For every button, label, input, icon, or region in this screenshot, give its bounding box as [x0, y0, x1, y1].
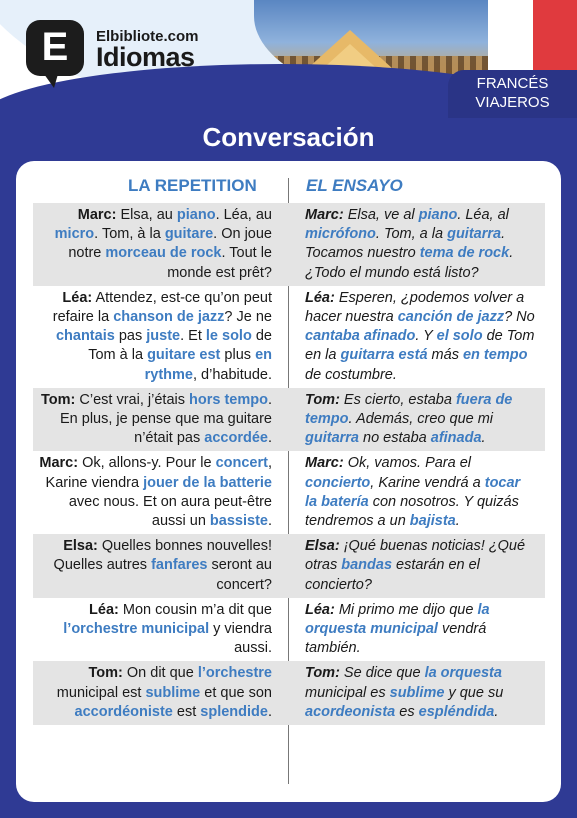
- vocab-term: micro: [54, 226, 95, 243]
- dialogue-text: ¡Qué buenas noticias! ¿Qué otras: [305, 538, 526, 574]
- dialogue-row: [33, 661, 545, 725]
- brand-name: Idiomas: [96, 42, 195, 72]
- french-line: [33, 661, 288, 725]
- speaker-name: Léa:: [62, 289, 93, 306]
- vocab-term: micrófono: [305, 226, 376, 243]
- dialogue-text: Se dice que: [339, 665, 425, 682]
- vocab-term: chanson de jazz: [113, 309, 225, 326]
- dialogue-text: pas: [114, 328, 147, 345]
- dialogue-row: [33, 203, 545, 286]
- spanish-line: [288, 534, 545, 598]
- brand-site: Elbibliote.com: [96, 28, 199, 45]
- dialogue-text: .: [267, 513, 272, 530]
- french-line: [33, 286, 288, 388]
- vocab-term: la orquesta: [424, 665, 502, 682]
- speaker-name: Léa:: [89, 601, 119, 618]
- vocab-term: l’orchestre municipal: [63, 621, 210, 638]
- dialogue-text: municipal est: [56, 684, 146, 701]
- vocab-term: sublime: [145, 684, 201, 701]
- dialogue-text: avec nous. Et on aura peut-être aussi un: [68, 493, 272, 530]
- speaker-name: Elsa:: [305, 538, 340, 555]
- header: [0, 0, 577, 118]
- french-line: [33, 388, 288, 452]
- speaker-name: Léa:: [305, 289, 335, 306]
- vocab-term: l’orchestre: [197, 665, 272, 682]
- dialogue-text: estarán en el concierto?: [305, 557, 480, 593]
- vocab-term: jouer de la batterie: [143, 474, 272, 491]
- vocab-term: en rythme: [144, 347, 272, 383]
- vocab-term: guitare est: [147, 347, 221, 364]
- vocab-term: le solo: [205, 328, 252, 345]
- dialogue-text: On dit que: [122, 665, 198, 682]
- dialogue-text: Mi primo me dijo que: [334, 601, 478, 618]
- dialogue-text: , Karine vendrá a: [370, 474, 485, 491]
- vocab-term: espléndida: [418, 703, 495, 720]
- spanish-line: [288, 203, 545, 286]
- dialogue-text: .: [455, 513, 460, 530]
- dialogue-text: Elsa, au: [116, 207, 177, 223]
- spanish-line: [288, 661, 545, 725]
- speaker-name: Marc:: [39, 455, 79, 472]
- dialogue-text: .: [481, 430, 486, 447]
- spanish-line: [288, 598, 545, 662]
- vocab-term: afinada: [430, 430, 482, 447]
- speaker-name: Marc:: [305, 455, 344, 472]
- dialogue-text: . Et: [180, 328, 206, 345]
- french-line: [33, 203, 288, 286]
- vocab-term: fanfares: [151, 557, 208, 574]
- vocab-term: hors tempo: [189, 391, 268, 408]
- dialogue-text: . Además, creo que mi: [348, 411, 494, 428]
- dialogue-text: Mon cousin m’a dit que: [118, 601, 272, 618]
- dialogue-text: . Tom, à la: [94, 226, 165, 243]
- dialogue-row: [33, 534, 545, 598]
- dialogue-text: . ¿Todo el mundo está listo?: [305, 245, 514, 281]
- vocab-term: sublime: [389, 684, 445, 701]
- vocab-term: accordée: [204, 430, 268, 447]
- dialogue-text: . En plus, je pense que ma guitare n’était pas: [60, 391, 272, 447]
- dialogue-text: est: [172, 703, 201, 720]
- speaker-name: Elsa:: [63, 538, 98, 555]
- vocab-term: chantais: [55, 328, 115, 345]
- vocab-term: acordeonista: [305, 703, 396, 720]
- dialogue-text: Esperen, ¿podemos volver a hacer nuestra: [305, 289, 525, 326]
- vocab-term: concert: [215, 455, 268, 472]
- speaker-name: Tom:: [41, 391, 76, 408]
- dialogue-text: es: [395, 703, 419, 720]
- dialogue-text: . Tom, a la: [375, 226, 448, 243]
- vocab-term: guitarra: [447, 226, 502, 243]
- dialogue-row: [33, 286, 545, 388]
- dialogue-text: de costumbre.: [305, 366, 397, 383]
- dialogue-text: de Tom en la: [305, 328, 535, 364]
- dialogue-text: Attendez, est-ce qu’on peut refaire la: [52, 289, 272, 326]
- vocab-term: piano: [176, 207, 216, 223]
- dialogue-text: C’est vrai, j’étais: [75, 391, 190, 408]
- vocab-term: guitarra: [305, 430, 359, 447]
- dialogue-text: con nosotros. Y quizás tendremos a un: [305, 493, 519, 530]
- audience-label: VIAJEROS: [475, 94, 550, 111]
- vocab-term: bandas: [341, 557, 393, 574]
- dialogue-text: de Tom à la: [88, 328, 272, 364]
- speaker-name: Marc:: [305, 207, 344, 223]
- spanish-line: [288, 388, 545, 452]
- speaker-name: Tom:: [305, 391, 340, 408]
- french-line: [33, 451, 288, 534]
- vocab-term: guitarra está: [340, 347, 428, 364]
- vocab-term: piano: [418, 207, 458, 223]
- vocab-term: guitare: [164, 226, 214, 243]
- vocab-term: bajista: [409, 513, 456, 530]
- dialogue-text: ? Je ne: [224, 309, 272, 326]
- dialogue-text: más: [427, 347, 463, 364]
- dialogue-text: . Léa, au: [215, 207, 272, 223]
- logo-icon: E: [26, 20, 84, 76]
- french-line: [33, 534, 288, 598]
- dialogue-text: , Karine viendra: [45, 455, 272, 491]
- vocab-term: tema de rock: [419, 245, 510, 262]
- dialogue-text: , d’habitude.: [192, 366, 272, 383]
- speaker-name: Tom:: [88, 665, 123, 682]
- dialogue-text: ? No: [504, 309, 535, 326]
- dialogue-text: . Léa, al: [457, 207, 509, 223]
- vocab-term: el solo: [436, 328, 483, 345]
- dialogue-text: .: [267, 703, 272, 720]
- dialogue-row: [33, 451, 545, 534]
- page-title: Conversación: [202, 122, 375, 152]
- vocab-term: concierto: [305, 474, 371, 491]
- speaker-name: Tom:: [305, 665, 340, 682]
- vocab-term: cantaba afinado: [305, 328, 416, 345]
- dialogue-text: plus: [220, 347, 256, 364]
- dialogue-text: y viendra aussi.: [209, 621, 272, 657]
- dialogue-text: municipal es: [305, 684, 390, 701]
- vocab-term: en tempo: [462, 347, 528, 364]
- dialogue-text: Ok, vamos. Para el: [343, 455, 472, 472]
- language-label: FRANCÉS: [476, 75, 549, 92]
- language-badge: [448, 70, 577, 118]
- vocab-term: canción de jazz: [397, 309, 505, 326]
- dialogue-text: seront au concert?: [207, 557, 272, 593]
- dialogue-row: [33, 388, 545, 452]
- vocab-term: morceau de rock: [105, 245, 222, 262]
- vocab-term: fuera de tempo: [305, 391, 513, 428]
- dialogue-text: . Tout le monde est prêt?: [167, 245, 272, 281]
- vocab-term: accordéoniste: [74, 703, 173, 720]
- speaker-name: Marc:: [77, 207, 117, 223]
- dialogue-row: [33, 598, 545, 662]
- dialogue-text: vendrá también.: [305, 621, 487, 657]
- dialogue-text: Quelles bonnes nouvelles! Quelles autres: [53, 538, 272, 574]
- dialogue-text: Elsa, ve al: [343, 207, 419, 223]
- dialogue-text: no estaba: [359, 430, 431, 447]
- dialogue-text: . On joue notre: [68, 226, 272, 262]
- column-header-spanish: EL ENSAYO: [306, 176, 403, 195]
- dialogue-text: . Y: [415, 328, 437, 345]
- dialogue-text: y que su: [444, 684, 504, 701]
- dialogue-text: . Tocamos nuestro: [305, 226, 506, 262]
- vocab-term: juste: [146, 328, 181, 345]
- speaker-name: Léa:: [305, 601, 335, 618]
- vocab-term: bassiste: [209, 513, 268, 530]
- french-line: [33, 598, 288, 662]
- spanish-line: [288, 286, 545, 388]
- dialogue-text: et que son: [200, 684, 272, 701]
- vocab-term: tocar la batería: [305, 474, 521, 510]
- dialogue-rows: [33, 203, 545, 725]
- vocab-term: splendide: [200, 703, 268, 720]
- dialogue-text: Ok, allons-y. Pour le: [78, 455, 216, 472]
- spanish-line: [288, 451, 545, 534]
- dialogue-text: .: [494, 703, 499, 720]
- vocab-term: la orquesta municipal: [305, 601, 490, 638]
- column-header-french: LA REPETITION: [128, 176, 257, 195]
- dialogue-text: Es cierto, estaba: [339, 391, 456, 408]
- dialogue-text: .: [267, 430, 272, 447]
